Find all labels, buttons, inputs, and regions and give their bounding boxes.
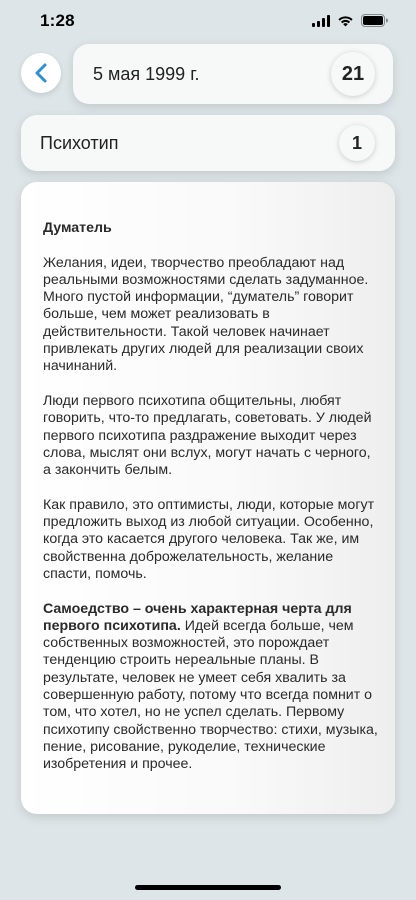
description-heading: Думатель [43,220,112,236]
date-card[interactable] [73,44,393,104]
psychotype-label: Психотип [40,133,119,153]
battery-icon [361,14,388,27]
status-time: 1:28 [40,11,75,30]
description-paragraph-1: Желания, идеи, творчество преобладают над реальными возможностями сделать задуманное. Много пустой информации, “думатель” говорит больше, чем может реализовать в действительности. Такой человек начинает привлекать других людей для реализации своих начинаний. [43,254,369,375]
back-button[interactable] [21,53,61,93]
description-paragraph-2: Люди первого психотипа общительны, любят говорить, что-то предлагать, советовать. У людей первого психотипа раздражение выходит через слова, мыслят они вслух, могут начать с черного, а закончить белым. [43,392,372,479]
day-number-badge: 21 [331,52,375,96]
status-bar [0,0,416,44]
description-paragraph-4-rest: Идей всегда больше, чем собственных возможностей, это порождает тенденцию строить нереальные планы. В результате, человек не умеет себя хвалить за совершенную работу, потому что всегда помнит о том, что хотел, но не успел сделать. Первому психотипу свойственно творчество: стихи, музыка, пение, рисование, рукоделие, технические изобретения и прочее. [43,617,378,773]
chevron-left-icon [34,63,48,83]
home-indicator[interactable] [135,885,281,890]
date-label: 5 мая 1999 г. [93,64,200,84]
description-paragraph-4-bold: Самоедство – очень характерная черта для первого психотипа. [43,600,352,634]
description-card [21,182,395,814]
psychotype-card[interactable] [21,115,395,171]
description-paragraph-4 [43,601,381,774]
wifi-icon [337,15,354,27]
description-text [43,220,381,791]
signal-icon [312,15,330,27]
description-paragraph-3: Как правило, это оптимисты, люди, которые могут предложить выход из любой ситуации. Особенно, когда это касается другого человека. Так же, им свойственна доброжелательность, желание спасти, помочь. [43,496,375,582]
status-icons [312,14,388,27]
psychotype-number-badge: 1 [339,125,375,161]
